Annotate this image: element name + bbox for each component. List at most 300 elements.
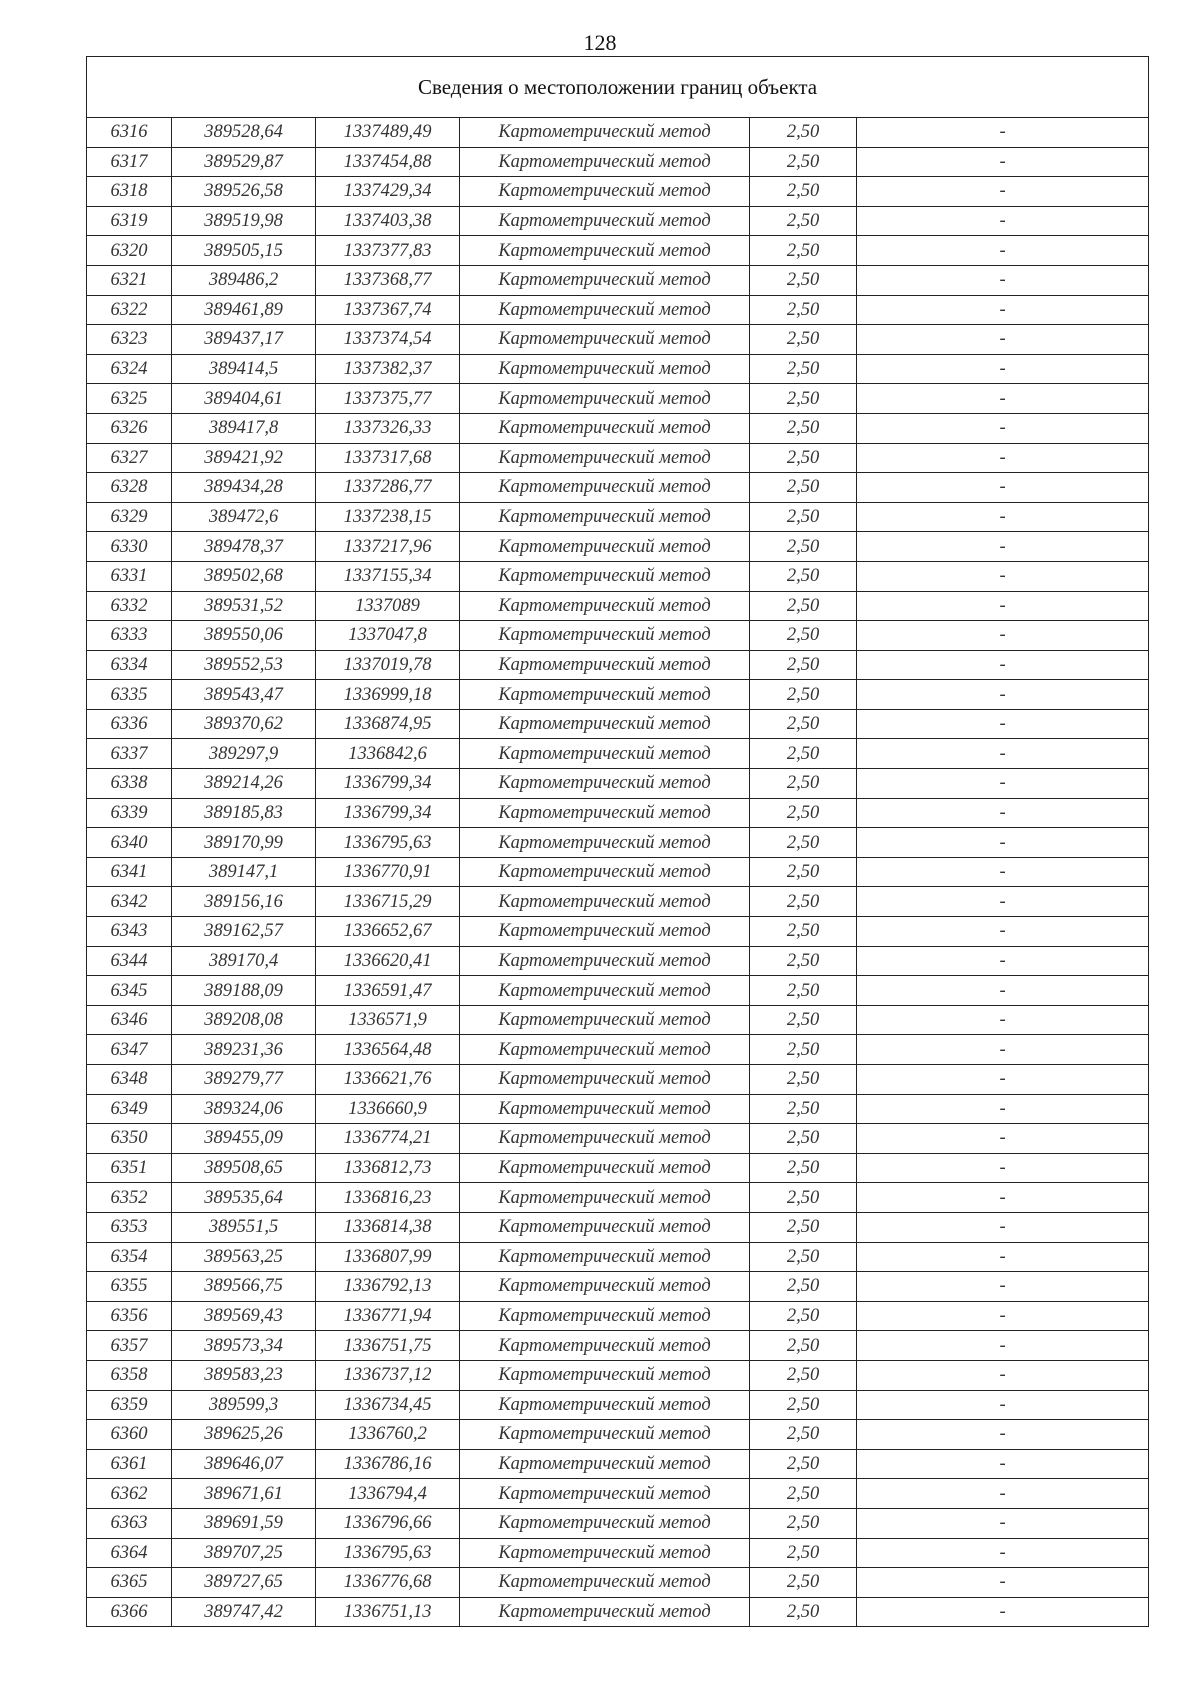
x-coordinate-cell: 389551,5 bbox=[172, 1212, 316, 1242]
table-row bbox=[87, 1065, 1149, 1095]
description-cell: - bbox=[857, 976, 1149, 1006]
method-cell: Картометрический метод bbox=[460, 769, 750, 799]
accuracy-cell: 2,50 bbox=[750, 1479, 857, 1509]
y-coordinate-cell: 1337374,54 bbox=[316, 325, 460, 355]
table-row bbox=[87, 1331, 1149, 1361]
y-coordinate-cell: 1336794,4 bbox=[316, 1479, 460, 1509]
method-cell: Картометрический метод bbox=[460, 1094, 750, 1124]
method-cell: Картометрический метод bbox=[460, 798, 750, 828]
x-coordinate-cell: 389188,09 bbox=[172, 976, 316, 1006]
x-coordinate-cell: 389625,26 bbox=[172, 1420, 316, 1450]
y-coordinate-cell: 1337403,38 bbox=[316, 206, 460, 236]
accuracy-cell: 2,50 bbox=[750, 1005, 857, 1035]
table-row bbox=[87, 384, 1149, 414]
x-coordinate-cell: 389707,25 bbox=[172, 1538, 316, 1568]
description-cell: - bbox=[857, 769, 1149, 799]
point-number-cell: 6336 bbox=[87, 709, 172, 739]
point-number-cell: 6319 bbox=[87, 206, 172, 236]
x-coordinate-cell: 389486,2 bbox=[172, 265, 316, 295]
method-cell: Картометрический метод bbox=[460, 887, 750, 917]
x-coordinate-cell: 389185,83 bbox=[172, 798, 316, 828]
method-cell: Картометрический метод bbox=[460, 1420, 750, 1450]
table-row bbox=[87, 1420, 1149, 1450]
description-cell: - bbox=[857, 887, 1149, 917]
description-cell: - bbox=[857, 1153, 1149, 1183]
description-cell: - bbox=[857, 1390, 1149, 1420]
point-number-cell: 6340 bbox=[87, 828, 172, 858]
table-row bbox=[87, 147, 1149, 177]
y-coordinate-cell: 1337368,77 bbox=[316, 265, 460, 295]
x-coordinate-cell: 389528,64 bbox=[172, 118, 316, 148]
y-coordinate-cell: 1336571,9 bbox=[316, 1005, 460, 1035]
y-coordinate-cell: 1336814,38 bbox=[316, 1212, 460, 1242]
point-number-cell: 6354 bbox=[87, 1242, 172, 1272]
point-number-cell: 6334 bbox=[87, 650, 172, 680]
point-number-cell: 6362 bbox=[87, 1479, 172, 1509]
description-cell: - bbox=[857, 1597, 1149, 1627]
x-coordinate-cell: 389646,07 bbox=[172, 1449, 316, 1479]
x-coordinate-cell: 389508,65 bbox=[172, 1153, 316, 1183]
point-number-cell: 6331 bbox=[87, 561, 172, 591]
accuracy-cell: 2,50 bbox=[750, 1065, 857, 1095]
table-row bbox=[87, 502, 1149, 532]
accuracy-cell: 2,50 bbox=[750, 1183, 857, 1213]
x-coordinate-cell: 389550,06 bbox=[172, 621, 316, 651]
description-cell: - bbox=[857, 1479, 1149, 1509]
point-number-cell: 6339 bbox=[87, 798, 172, 828]
point-number-cell: 6348 bbox=[87, 1065, 172, 1095]
description-cell: - bbox=[857, 147, 1149, 177]
description-cell: - bbox=[857, 1568, 1149, 1598]
accuracy-cell: 2,50 bbox=[750, 118, 857, 148]
accuracy-cell: 2,50 bbox=[750, 857, 857, 887]
table-row bbox=[87, 236, 1149, 266]
description-cell: - bbox=[857, 443, 1149, 473]
accuracy-cell: 2,50 bbox=[750, 1597, 857, 1627]
y-coordinate-cell: 1337367,74 bbox=[316, 295, 460, 325]
y-coordinate-cell: 1336816,23 bbox=[316, 1183, 460, 1213]
x-coordinate-cell: 389573,34 bbox=[172, 1331, 316, 1361]
x-coordinate-cell: 389208,08 bbox=[172, 1005, 316, 1035]
point-number-cell: 6326 bbox=[87, 413, 172, 443]
accuracy-cell: 2,50 bbox=[750, 413, 857, 443]
x-coordinate-cell: 389404,61 bbox=[172, 384, 316, 414]
table-row bbox=[87, 1449, 1149, 1479]
method-cell: Картометрический метод bbox=[460, 1360, 750, 1390]
x-coordinate-cell: 389279,77 bbox=[172, 1065, 316, 1095]
description-cell: - bbox=[857, 1538, 1149, 1568]
boundary-coordinates-table bbox=[86, 56, 1149, 1627]
y-coordinate-cell: 1336621,76 bbox=[316, 1065, 460, 1095]
point-number-cell: 6342 bbox=[87, 887, 172, 917]
accuracy-cell: 2,50 bbox=[750, 561, 857, 591]
description-cell: - bbox=[857, 1360, 1149, 1390]
x-coordinate-cell: 389566,75 bbox=[172, 1272, 316, 1302]
y-coordinate-cell: 1337238,15 bbox=[316, 502, 460, 532]
table-row bbox=[87, 1597, 1149, 1627]
method-cell: Картометрический метод bbox=[460, 147, 750, 177]
description-cell: - bbox=[857, 946, 1149, 976]
accuracy-cell: 2,50 bbox=[750, 887, 857, 917]
accuracy-cell: 2,50 bbox=[750, 1449, 857, 1479]
table-row bbox=[87, 1242, 1149, 1272]
x-coordinate-cell: 389727,65 bbox=[172, 1568, 316, 1598]
description-cell: - bbox=[857, 621, 1149, 651]
table-row bbox=[87, 798, 1149, 828]
method-cell: Картометрический метод bbox=[460, 473, 750, 503]
description-cell: - bbox=[857, 236, 1149, 266]
y-coordinate-cell: 1336776,68 bbox=[316, 1568, 460, 1598]
table-row bbox=[87, 265, 1149, 295]
table-row bbox=[87, 206, 1149, 236]
x-coordinate-cell: 389472,6 bbox=[172, 502, 316, 532]
accuracy-cell: 2,50 bbox=[750, 739, 857, 769]
y-coordinate-cell: 1337429,34 bbox=[316, 177, 460, 207]
accuracy-cell: 2,50 bbox=[750, 1420, 857, 1450]
y-coordinate-cell: 1337317,68 bbox=[316, 443, 460, 473]
point-number-cell: 6316 bbox=[87, 118, 172, 148]
description-cell: - bbox=[857, 1420, 1149, 1450]
method-cell: Картометрический метод bbox=[460, 532, 750, 562]
description-cell: - bbox=[857, 384, 1149, 414]
method-cell: Картометрический метод bbox=[460, 591, 750, 621]
method-cell: Картометрический метод bbox=[460, 295, 750, 325]
y-coordinate-cell: 1336660,9 bbox=[316, 1094, 460, 1124]
table-row bbox=[87, 1035, 1149, 1065]
table-row bbox=[87, 1094, 1149, 1124]
method-cell: Картометрический метод bbox=[460, 1153, 750, 1183]
x-coordinate-cell: 389455,09 bbox=[172, 1124, 316, 1154]
table-row bbox=[87, 650, 1149, 680]
table-caption-row bbox=[87, 57, 1149, 118]
method-cell: Картометрический метод bbox=[460, 118, 750, 148]
description-cell: - bbox=[857, 591, 1149, 621]
table-row bbox=[87, 1005, 1149, 1035]
x-coordinate-cell: 389502,68 bbox=[172, 561, 316, 591]
table-row bbox=[87, 354, 1149, 384]
x-coordinate-cell: 389324,06 bbox=[172, 1094, 316, 1124]
x-coordinate-cell: 389421,92 bbox=[172, 443, 316, 473]
y-coordinate-cell: 1336842,6 bbox=[316, 739, 460, 769]
method-cell: Картометрический метод bbox=[460, 1331, 750, 1361]
method-cell: Картометрический метод bbox=[460, 1242, 750, 1272]
description-cell: - bbox=[857, 265, 1149, 295]
point-number-cell: 6365 bbox=[87, 1568, 172, 1598]
description-cell: - bbox=[857, 118, 1149, 148]
method-cell: Картометрический метод bbox=[460, 413, 750, 443]
method-cell: Картометрический метод bbox=[460, 265, 750, 295]
point-number-cell: 6364 bbox=[87, 1538, 172, 1568]
description-cell: - bbox=[857, 532, 1149, 562]
point-number-cell: 6329 bbox=[87, 502, 172, 532]
y-coordinate-cell: 1337375,77 bbox=[316, 384, 460, 414]
y-coordinate-cell: 1337047,8 bbox=[316, 621, 460, 651]
method-cell: Картометрический метод bbox=[460, 1301, 750, 1331]
description-cell: - bbox=[857, 1005, 1149, 1035]
accuracy-cell: 2,50 bbox=[750, 680, 857, 710]
method-cell: Картометрический метод bbox=[460, 561, 750, 591]
table-row bbox=[87, 443, 1149, 473]
x-coordinate-cell: 389691,59 bbox=[172, 1508, 316, 1538]
accuracy-cell: 2,50 bbox=[750, 1508, 857, 1538]
y-coordinate-cell: 1337382,37 bbox=[316, 354, 460, 384]
table-row bbox=[87, 1212, 1149, 1242]
accuracy-cell: 2,50 bbox=[750, 1094, 857, 1124]
y-coordinate-cell: 1336874,95 bbox=[316, 709, 460, 739]
x-coordinate-cell: 389552,53 bbox=[172, 650, 316, 680]
x-coordinate-cell: 389569,43 bbox=[172, 1301, 316, 1331]
method-cell: Картометрический метод bbox=[460, 1568, 750, 1598]
y-coordinate-cell: 1336591,47 bbox=[316, 976, 460, 1006]
accuracy-cell: 2,50 bbox=[750, 1035, 857, 1065]
description-cell: - bbox=[857, 1331, 1149, 1361]
table-row bbox=[87, 1508, 1149, 1538]
table-row bbox=[87, 325, 1149, 355]
point-number-cell: 6366 bbox=[87, 1597, 172, 1627]
method-cell: Картометрический метод bbox=[460, 976, 750, 1006]
description-cell: - bbox=[857, 739, 1149, 769]
point-number-cell: 6358 bbox=[87, 1360, 172, 1390]
description-cell: - bbox=[857, 1183, 1149, 1213]
accuracy-cell: 2,50 bbox=[750, 1331, 857, 1361]
x-coordinate-cell: 389529,87 bbox=[172, 147, 316, 177]
point-number-cell: 6332 bbox=[87, 591, 172, 621]
point-number-cell: 6359 bbox=[87, 1390, 172, 1420]
table-row bbox=[87, 561, 1149, 591]
description-cell: - bbox=[857, 680, 1149, 710]
table-body bbox=[87, 118, 1149, 1627]
accuracy-cell: 2,50 bbox=[750, 295, 857, 325]
point-number-cell: 6325 bbox=[87, 384, 172, 414]
description-cell: - bbox=[857, 206, 1149, 236]
y-coordinate-cell: 1337286,77 bbox=[316, 473, 460, 503]
y-coordinate-cell: 1337019,78 bbox=[316, 650, 460, 680]
x-coordinate-cell: 389583,23 bbox=[172, 1360, 316, 1390]
accuracy-cell: 2,50 bbox=[750, 236, 857, 266]
x-coordinate-cell: 389414,5 bbox=[172, 354, 316, 384]
accuracy-cell: 2,50 bbox=[750, 621, 857, 651]
description-cell: - bbox=[857, 1508, 1149, 1538]
point-number-cell: 6357 bbox=[87, 1331, 172, 1361]
y-coordinate-cell: 1336564,48 bbox=[316, 1035, 460, 1065]
description-cell: - bbox=[857, 413, 1149, 443]
accuracy-cell: 2,50 bbox=[750, 443, 857, 473]
description-cell: - bbox=[857, 1272, 1149, 1302]
method-cell: Картометрический метод bbox=[460, 354, 750, 384]
accuracy-cell: 2,50 bbox=[750, 946, 857, 976]
point-number-cell: 6335 bbox=[87, 680, 172, 710]
accuracy-cell: 2,50 bbox=[750, 798, 857, 828]
table-row bbox=[87, 1153, 1149, 1183]
y-coordinate-cell: 1336760,2 bbox=[316, 1420, 460, 1450]
x-coordinate-cell: 389231,36 bbox=[172, 1035, 316, 1065]
method-cell: Картометрический метод bbox=[460, 1597, 750, 1627]
table-row bbox=[87, 1360, 1149, 1390]
y-coordinate-cell: 1336751,13 bbox=[316, 1597, 460, 1627]
table-row bbox=[87, 413, 1149, 443]
description-cell: - bbox=[857, 709, 1149, 739]
method-cell: Картометрический метод bbox=[460, 946, 750, 976]
method-cell: Картометрический метод bbox=[460, 709, 750, 739]
x-coordinate-cell: 389531,52 bbox=[172, 591, 316, 621]
y-coordinate-cell: 1337454,88 bbox=[316, 147, 460, 177]
x-coordinate-cell: 389162,57 bbox=[172, 917, 316, 947]
point-number-cell: 6338 bbox=[87, 769, 172, 799]
method-cell: Картометрический метод bbox=[460, 177, 750, 207]
point-number-cell: 6328 bbox=[87, 473, 172, 503]
table-row bbox=[87, 118, 1149, 148]
description-cell: - bbox=[857, 1242, 1149, 1272]
table-row bbox=[87, 295, 1149, 325]
table-row bbox=[87, 1568, 1149, 1598]
point-number-cell: 6352 bbox=[87, 1183, 172, 1213]
description-cell: - bbox=[857, 561, 1149, 591]
y-coordinate-cell: 1336786,16 bbox=[316, 1449, 460, 1479]
method-cell: Картометрический метод bbox=[460, 502, 750, 532]
method-cell: Картометрический метод bbox=[460, 443, 750, 473]
point-number-cell: 6353 bbox=[87, 1212, 172, 1242]
y-coordinate-cell: 1336792,13 bbox=[316, 1272, 460, 1302]
y-coordinate-cell: 1337217,96 bbox=[316, 532, 460, 562]
point-number-cell: 6346 bbox=[87, 1005, 172, 1035]
accuracy-cell: 2,50 bbox=[750, 650, 857, 680]
method-cell: Картометрический метод bbox=[460, 1124, 750, 1154]
description-cell: - bbox=[857, 502, 1149, 532]
y-coordinate-cell: 1336774,21 bbox=[316, 1124, 460, 1154]
x-coordinate-cell: 389417,8 bbox=[172, 413, 316, 443]
y-coordinate-cell: 1336799,34 bbox=[316, 769, 460, 799]
table-row bbox=[87, 1183, 1149, 1213]
description-cell: - bbox=[857, 1449, 1149, 1479]
table-row bbox=[87, 769, 1149, 799]
method-cell: Картометрический метод bbox=[460, 1035, 750, 1065]
accuracy-cell: 2,50 bbox=[750, 177, 857, 207]
accuracy-cell: 2,50 bbox=[750, 1212, 857, 1242]
method-cell: Картометрический метод bbox=[460, 1449, 750, 1479]
y-coordinate-cell: 1337377,83 bbox=[316, 236, 460, 266]
method-cell: Картометрический метод bbox=[460, 206, 750, 236]
description-cell: - bbox=[857, 650, 1149, 680]
description-cell: - bbox=[857, 1212, 1149, 1242]
method-cell: Картометрический метод bbox=[460, 1272, 750, 1302]
table-row bbox=[87, 976, 1149, 1006]
y-coordinate-cell: 1336652,67 bbox=[316, 917, 460, 947]
method-cell: Картометрический метод bbox=[460, 1212, 750, 1242]
point-number-cell: 6324 bbox=[87, 354, 172, 384]
description-cell: - bbox=[857, 177, 1149, 207]
description-cell: - bbox=[857, 1301, 1149, 1331]
accuracy-cell: 2,50 bbox=[750, 265, 857, 295]
x-coordinate-cell: 389478,37 bbox=[172, 532, 316, 562]
point-number-cell: 6349 bbox=[87, 1094, 172, 1124]
accuracy-cell: 2,50 bbox=[750, 1124, 857, 1154]
x-coordinate-cell: 389214,26 bbox=[172, 769, 316, 799]
table-row bbox=[87, 532, 1149, 562]
accuracy-cell: 2,50 bbox=[750, 502, 857, 532]
x-coordinate-cell: 389297,9 bbox=[172, 739, 316, 769]
table-row bbox=[87, 1124, 1149, 1154]
description-cell: - bbox=[857, 473, 1149, 503]
table-row bbox=[87, 1538, 1149, 1568]
y-coordinate-cell: 1336799,34 bbox=[316, 798, 460, 828]
description-cell: - bbox=[857, 354, 1149, 384]
y-coordinate-cell: 1336734,45 bbox=[316, 1390, 460, 1420]
x-coordinate-cell: 389437,17 bbox=[172, 325, 316, 355]
y-coordinate-cell: 1336999,18 bbox=[316, 680, 460, 710]
point-number-cell: 6343 bbox=[87, 917, 172, 947]
accuracy-cell: 2,50 bbox=[750, 473, 857, 503]
x-coordinate-cell: 389156,16 bbox=[172, 887, 316, 917]
method-cell: Картометрический метод bbox=[460, 236, 750, 266]
table-row bbox=[87, 1272, 1149, 1302]
accuracy-cell: 2,50 bbox=[750, 1360, 857, 1390]
description-cell: - bbox=[857, 1124, 1149, 1154]
description-cell: - bbox=[857, 1035, 1149, 1065]
description-cell: - bbox=[857, 325, 1149, 355]
accuracy-cell: 2,50 bbox=[750, 1390, 857, 1420]
x-coordinate-cell: 389170,99 bbox=[172, 828, 316, 858]
accuracy-cell: 2,50 bbox=[750, 1538, 857, 1568]
x-coordinate-cell: 389461,89 bbox=[172, 295, 316, 325]
method-cell: Картометрический метод bbox=[460, 1508, 750, 1538]
point-number-cell: 6351 bbox=[87, 1153, 172, 1183]
point-number-cell: 6355 bbox=[87, 1272, 172, 1302]
method-cell: Картометрический метод bbox=[460, 1005, 750, 1035]
x-coordinate-cell: 389170,4 bbox=[172, 946, 316, 976]
point-number-cell: 6337 bbox=[87, 739, 172, 769]
point-number-cell: 6361 bbox=[87, 1449, 172, 1479]
point-number-cell: 6347 bbox=[87, 1035, 172, 1065]
table-row bbox=[87, 1390, 1149, 1420]
point-number-cell: 6344 bbox=[87, 946, 172, 976]
accuracy-cell: 2,50 bbox=[750, 1301, 857, 1331]
method-cell: Картометрический метод bbox=[460, 828, 750, 858]
x-coordinate-cell: 389147,1 bbox=[172, 857, 316, 887]
y-coordinate-cell: 1337326,33 bbox=[316, 413, 460, 443]
description-cell: - bbox=[857, 828, 1149, 858]
accuracy-cell: 2,50 bbox=[750, 591, 857, 621]
x-coordinate-cell: 389370,62 bbox=[172, 709, 316, 739]
x-coordinate-cell: 389671,61 bbox=[172, 1479, 316, 1509]
table-row bbox=[87, 621, 1149, 651]
method-cell: Картометрический метод bbox=[460, 384, 750, 414]
table-row bbox=[87, 1479, 1149, 1509]
x-coordinate-cell: 389434,28 bbox=[172, 473, 316, 503]
description-cell: - bbox=[857, 798, 1149, 828]
x-coordinate-cell: 389543,47 bbox=[172, 680, 316, 710]
point-number-cell: 6323 bbox=[87, 325, 172, 355]
point-number-cell: 6356 bbox=[87, 1301, 172, 1331]
y-coordinate-cell: 1337089 bbox=[316, 591, 460, 621]
method-cell: Картометрический метод bbox=[460, 1538, 750, 1568]
point-number-cell: 6327 bbox=[87, 443, 172, 473]
method-cell: Картометрический метод bbox=[460, 650, 750, 680]
point-number-cell: 6320 bbox=[87, 236, 172, 266]
accuracy-cell: 2,50 bbox=[750, 828, 857, 858]
accuracy-cell: 2,50 bbox=[750, 1153, 857, 1183]
y-coordinate-cell: 1336807,99 bbox=[316, 1242, 460, 1272]
y-coordinate-cell: 1336796,66 bbox=[316, 1508, 460, 1538]
method-cell: Картометрический метод bbox=[460, 680, 750, 710]
table-row bbox=[87, 680, 1149, 710]
x-coordinate-cell: 389747,42 bbox=[172, 1597, 316, 1627]
y-coordinate-cell: 1336812,73 bbox=[316, 1153, 460, 1183]
description-cell: - bbox=[857, 857, 1149, 887]
accuracy-cell: 2,50 bbox=[750, 206, 857, 236]
accuracy-cell: 2,50 bbox=[750, 1272, 857, 1302]
table-row bbox=[87, 946, 1149, 976]
accuracy-cell: 2,50 bbox=[750, 354, 857, 384]
